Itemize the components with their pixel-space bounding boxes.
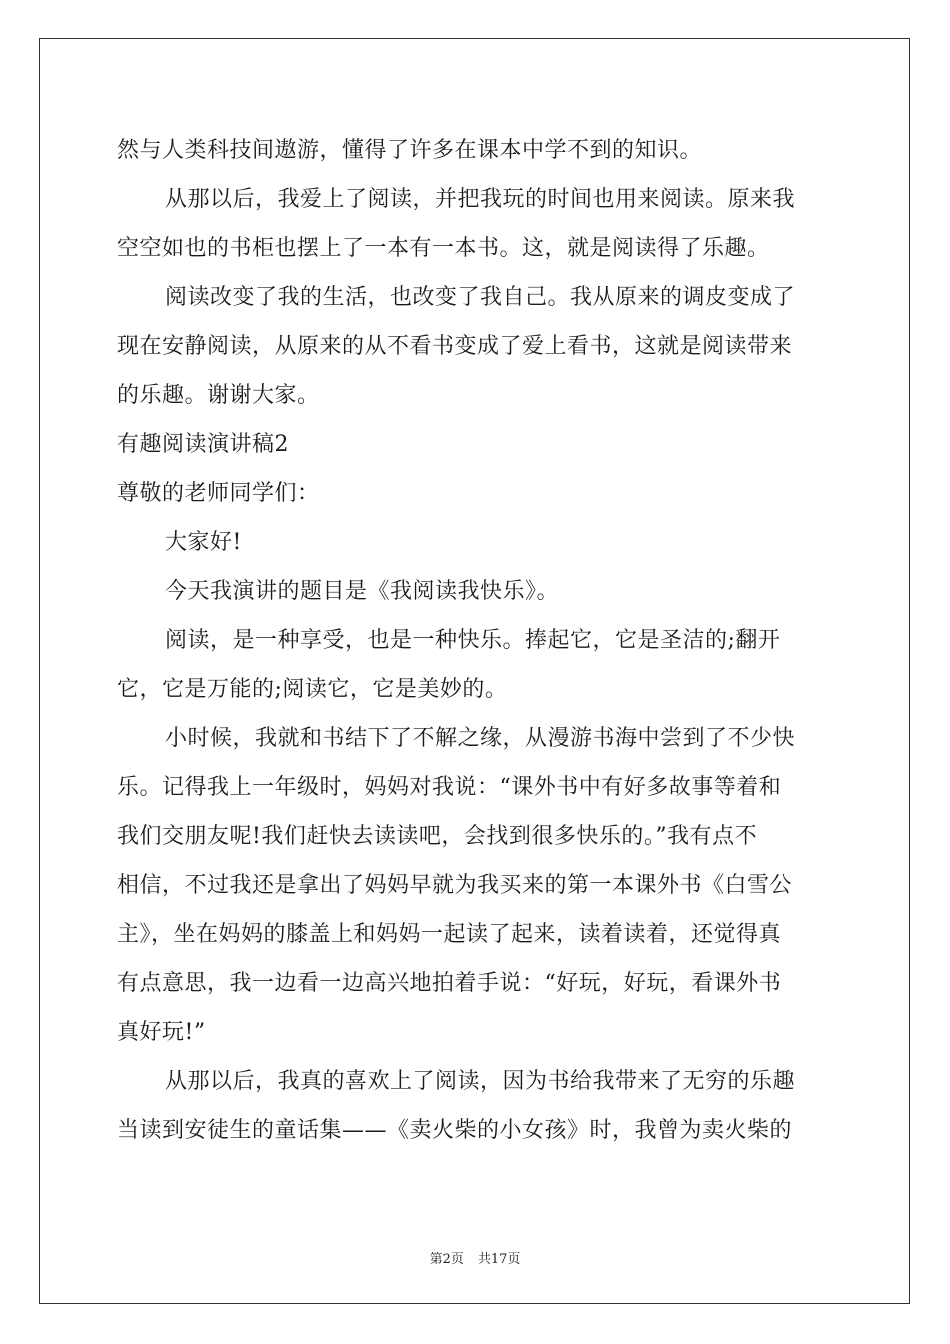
text-line: 有点意思，我一边看一边高兴地拍着手说：“好玩，好玩，看课外书 — [117, 971, 782, 996]
page-footer — [0, 1248, 950, 1267]
paragraph-line: 阅读，是一种享受，也是一种快乐。捧起它，它是圣洁的;翻开 — [165, 628, 781, 653]
text-line: 当读到安徒生的童话集——《卖火柴的小女孩》时，我曾为卖火柴的 — [117, 1118, 793, 1143]
text-line: 然与人类科技间遨游，懂得了许多在课本中学不到的知识。 — [117, 138, 703, 163]
text-line: 现在安静阅读，从原来的从不看书变成了爱上看书，这就是阅读带来 — [117, 334, 793, 359]
paragraph-line: 今天我演讲的题目是《我阅读我快乐》。 — [165, 579, 560, 604]
text-line: 它，它是万能的;阅读它，它是美妙的。 — [117, 677, 508, 702]
greeting: 大家好! — [165, 530, 242, 555]
text-line: 主》，坐在妈妈的膝盖上和妈妈一起读了起来，读着读着，还觉得真 — [117, 922, 782, 947]
paragraph-line: 从那以后，我爱上了阅读，并把我玩的时间也用来阅读。原来我 — [165, 187, 796, 212]
text-line: 的乐趣。谢谢大家。 — [117, 383, 320, 408]
text-line: 相信，不过我还是拿出了妈妈早就为我买来的第一本课外书《白雪公 — [117, 873, 793, 898]
text-line: 真好玩!” — [117, 1020, 206, 1045]
document-body — [117, 126, 837, 1155]
text-line: 空空如也的书柜也摆上了一本有一本书。这，就是阅读得了乐趣。 — [117, 236, 770, 261]
salutation: 尊敬的老师同学们： — [117, 481, 320, 506]
text-line: 我们交朋友呢!我们赶快去读读吧，会找到很多快乐的。”我有点不 — [117, 824, 758, 849]
section-heading: 有趣阅读演讲稿2 — [117, 432, 289, 457]
paragraph-line: 阅读改变了我的生活，也改变了我自己。我从原来的调皮变成了 — [165, 285, 796, 310]
page-total: 共17页 — [477, 1252, 521, 1267]
paragraph-line: 从那以后，我真的喜欢上了阅读，因为书给我带来了无穷的乐趣 — [165, 1069, 796, 1094]
page-number: 第2页 — [429, 1252, 464, 1267]
text-line: 乐。记得我上一年级时，妈妈对我说：“课外书中有好多故事等着和 — [117, 775, 782, 800]
paragraph-line: 小时候，我就和书结下了不解之缘，从漫游书海中尝到了不少快 — [165, 726, 796, 751]
